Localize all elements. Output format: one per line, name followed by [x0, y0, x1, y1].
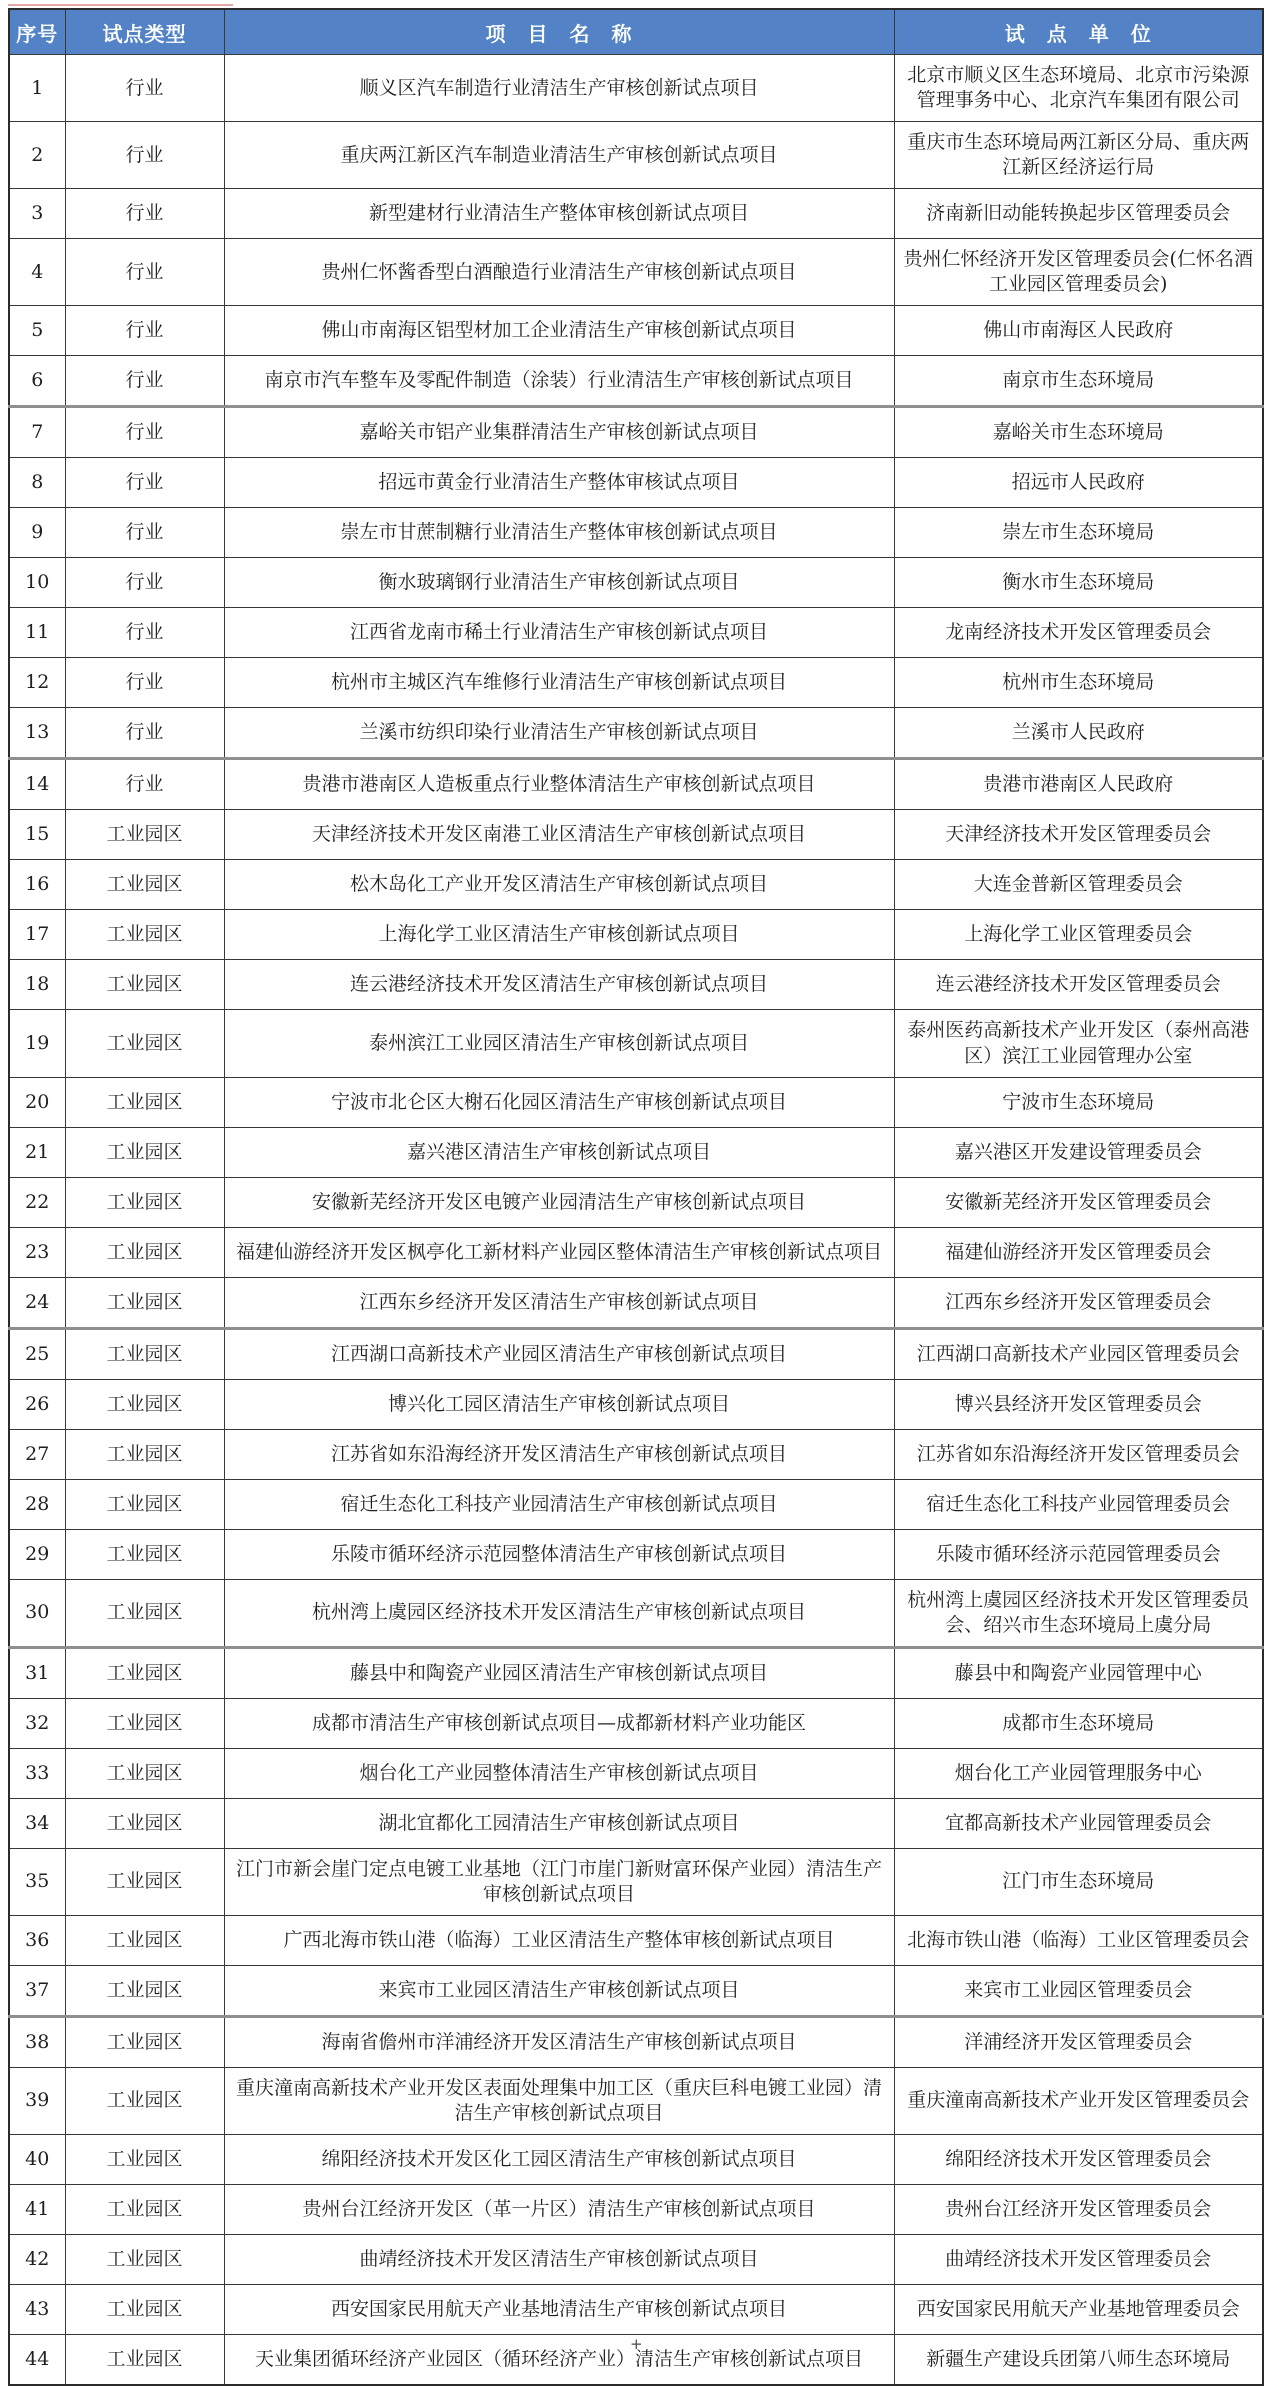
row-number: 6 [9, 356, 65, 407]
pilot-unit: 博兴县经济开发区管理委员会 [894, 1379, 1263, 1429]
pilot-unit: 绵阳经济技术开发区管理委员会 [894, 2135, 1263, 2185]
pilot-unit: 济南新旧动能转换起步区管理委员会 [894, 189, 1263, 239]
pilot-type: 工业园区 [65, 1647, 224, 1698]
row-number: 32 [9, 1698, 65, 1748]
project-name: 宁波市北仑区大榭石化园区清洁生产审核创新试点项目 [224, 1077, 894, 1127]
pilot-unit: 江西东乡经济开发区管理委员会 [894, 1277, 1263, 1328]
pilot-type: 工业园区 [65, 1698, 224, 1748]
table-row [9, 658, 1263, 708]
row-number: 5 [9, 306, 65, 356]
row-number: 11 [9, 608, 65, 658]
cursor-plus-artifact: + [630, 2335, 643, 2353]
table-row [9, 759, 1263, 810]
row-number: 43 [9, 2285, 65, 2335]
project-name: 贵州仁怀酱香型白酒酿造行业清洁生产审核创新试点项目 [224, 239, 894, 306]
table-row [9, 1647, 1263, 1698]
pilot-type: 行业 [65, 508, 224, 558]
table-row [9, 1748, 1263, 1798]
table-row [9, 1579, 1263, 1647]
table-header [9, 9, 1263, 55]
table-row [9, 1379, 1263, 1429]
row-number: 12 [9, 658, 65, 708]
pilot-type: 工业园区 [65, 1328, 224, 1379]
row-number: 17 [9, 910, 65, 960]
pilot-type: 工业园区 [65, 1848, 224, 1915]
scan-artifact-line [8, 4, 233, 6]
table-row [9, 55, 1263, 122]
pilot-type: 工业园区 [65, 2185, 224, 2235]
table-row [9, 2185, 1263, 2235]
pilot-unit: 嘉峪关市生态环境局 [894, 407, 1263, 458]
pilot-unit: 江苏省如东沿海经济开发区管理委员会 [894, 1429, 1263, 1479]
table-row [9, 306, 1263, 356]
pilot-type: 行业 [65, 407, 224, 458]
pilot-type: 行业 [65, 239, 224, 306]
project-name: 天津经济技术开发区南港工业区清洁生产审核创新试点项目 [224, 810, 894, 860]
row-number: 27 [9, 1429, 65, 1479]
pilot-type: 工业园区 [65, 1077, 224, 1127]
row-number: 41 [9, 2185, 65, 2235]
table-row [9, 458, 1263, 508]
table-row [9, 2135, 1263, 2185]
pilot-unit: 成都市生态环境局 [894, 1698, 1263, 1748]
pilot-type: 行业 [65, 608, 224, 658]
pilot-type: 工业园区 [65, 1177, 224, 1227]
table-row [9, 189, 1263, 239]
pilot-type: 行业 [65, 356, 224, 407]
pilot-type: 行业 [65, 55, 224, 122]
pilot-type: 行业 [65, 558, 224, 608]
pilot-unit: 北海市铁山港（临海）工业区管理委员会 [894, 1915, 1263, 1965]
table-row [9, 1328, 1263, 1379]
pilot-type: 工业园区 [65, 1010, 224, 1077]
project-name: 兰溪市纺织印染行业清洁生产审核创新试点项目 [224, 708, 894, 759]
pilot-unit: 来宾市工业园区管理委员会 [894, 1965, 1263, 2016]
row-number: 1 [9, 55, 65, 122]
pilot-unit: 新疆生产建设兵团第八师生态环境局 [894, 2335, 1263, 2386]
project-name: 佛山市南海区铝型材加工企业清洁生产审核创新试点项目 [224, 306, 894, 356]
table-row [9, 1227, 1263, 1277]
pilot-unit: 贵港市港南区人民政府 [894, 759, 1263, 810]
pilot-unit: 上海化学工业区管理委员会 [894, 910, 1263, 960]
project-name: 连云港经济技术开发区清洁生产审核创新试点项目 [224, 960, 894, 1010]
pilot-type: 工业园区 [65, 2135, 224, 2185]
pilot-unit: 曲靖经济技术开发区管理委员会 [894, 2235, 1263, 2285]
project-name: 湖北宜都化工园清洁生产审核创新试点项目 [224, 1798, 894, 1848]
table-row [9, 356, 1263, 407]
pilot-type: 工业园区 [65, 960, 224, 1010]
project-name: 西安国家民用航天产业基地清洁生产审核创新试点项目 [224, 2285, 894, 2335]
table-row [9, 608, 1263, 658]
row-number: 25 [9, 1328, 65, 1379]
table-row [9, 960, 1263, 1010]
table-row [9, 1277, 1263, 1328]
project-name: 衡水玻璃钢行业清洁生产审核创新试点项目 [224, 558, 894, 608]
project-name: 博兴化工园区清洁生产审核创新试点项目 [224, 1379, 894, 1429]
table-body [9, 55, 1263, 2386]
pilot-type: 工业园区 [65, 1579, 224, 1647]
table-row [9, 910, 1263, 960]
project-name: 曲靖经济技术开发区清洁生产审核创新试点项目 [224, 2235, 894, 2285]
table-row [9, 708, 1263, 759]
project-name: 福建仙游经济开发区枫亭化工新材料产业园区整体清洁生产审核创新试点项目 [224, 1227, 894, 1277]
row-number: 28 [9, 1479, 65, 1529]
pilot-type: 工业园区 [65, 2016, 224, 2067]
project-name: 来宾市工业园区清洁生产审核创新试点项目 [224, 1965, 894, 2016]
pilot-unit: 连云港经济技术开发区管理委员会 [894, 960, 1263, 1010]
table-row [9, 2285, 1263, 2335]
row-number: 9 [9, 508, 65, 558]
row-number: 34 [9, 1798, 65, 1848]
pilot-projects-table [8, 8, 1264, 2386]
project-name: 杭州湾上虞园区经济技术开发区清洁生产审核创新试点项目 [224, 1579, 894, 1647]
pilot-type: 工业园区 [65, 2335, 224, 2386]
header-pilot-type: 试点类型 [65, 9, 224, 55]
pilot-unit: 重庆潼南高新技术产业开发区管理委员会 [894, 2067, 1263, 2134]
row-number: 13 [9, 708, 65, 759]
project-name: 天业集团循环经济产业园区（循环经济产业）清洁生产审核创新试点项目 [224, 2335, 894, 2386]
pilot-unit: 宿迁生态化工科技产业园管理委员会 [894, 1479, 1263, 1529]
project-name: 松木岛化工产业开发区清洁生产审核创新试点项目 [224, 860, 894, 910]
pilot-type: 工业园区 [65, 1798, 224, 1848]
row-number: 22 [9, 1177, 65, 1227]
header-row [9, 9, 1263, 55]
project-name: 江西东乡经济开发区清洁生产审核创新试点项目 [224, 1277, 894, 1328]
table-row [9, 1010, 1263, 1077]
pilot-type: 行业 [65, 458, 224, 508]
table-row [9, 1479, 1263, 1529]
pilot-unit: 宜都高新技术产业园管理委员会 [894, 1798, 1263, 1848]
pilot-unit: 兰溪市人民政府 [894, 708, 1263, 759]
row-number: 14 [9, 759, 65, 810]
table-row [9, 239, 1263, 306]
row-number: 29 [9, 1529, 65, 1579]
project-name: 上海化学工业区清洁生产审核创新试点项目 [224, 910, 894, 960]
row-number: 33 [9, 1748, 65, 1798]
row-number: 2 [9, 122, 65, 189]
pilot-type: 行业 [65, 122, 224, 189]
pilot-type: 行业 [65, 189, 224, 239]
pilot-type: 工业园区 [65, 1429, 224, 1479]
project-name: 嘉兴港区清洁生产审核创新试点项目 [224, 1127, 894, 1177]
pilot-unit: 烟台化工产业园管理服务中心 [894, 1748, 1263, 1798]
pilot-type: 工业园区 [65, 2235, 224, 2285]
pilot-type: 工业园区 [65, 2285, 224, 2335]
project-name: 宿迁生态化工科技产业园清洁生产审核创新试点项目 [224, 1479, 894, 1529]
pilot-unit: 福建仙游经济开发区管理委员会 [894, 1227, 1263, 1277]
row-number: 15 [9, 810, 65, 860]
row-number: 24 [9, 1277, 65, 1328]
pilot-unit: 江门市生态环境局 [894, 1848, 1263, 1915]
table-row [9, 810, 1263, 860]
pilot-unit: 北京市顺义区生态环境局、北京市污染源管理事务中心、北京汽车集团有限公司 [894, 55, 1263, 122]
project-name: 崇左市甘蔗制糖行业清洁生产整体审核创新试点项目 [224, 508, 894, 558]
pilot-type: 工业园区 [65, 1479, 224, 1529]
pilot-unit: 乐陵市循环经济示范园管理委员会 [894, 1529, 1263, 1579]
table-row [9, 2235, 1263, 2285]
row-number: 40 [9, 2135, 65, 2185]
project-name: 江门市新会崖门定点电镀工业基地（江门市崖门新财富环保产业园）清洁生产审核创新试点项目 [224, 1848, 894, 1915]
row-number: 31 [9, 1647, 65, 1698]
pilot-type: 行业 [65, 708, 224, 759]
row-number: 10 [9, 558, 65, 608]
header-pilot-unit: 试 点 单 位 [894, 9, 1263, 55]
project-name: 成都市清洁生产审核创新试点项目—成都新材料产业功能区 [224, 1698, 894, 1748]
pilot-unit: 佛山市南海区人民政府 [894, 306, 1263, 356]
project-name: 江西湖口高新技术产业园区清洁生产审核创新试点项目 [224, 1328, 894, 1379]
pilot-type: 工业园区 [65, 910, 224, 960]
project-name: 江西省龙南市稀土行业清洁生产审核创新试点项目 [224, 608, 894, 658]
project-name: 杭州市主城区汽车维修行业清洁生产审核创新试点项目 [224, 658, 894, 708]
row-number: 21 [9, 1127, 65, 1177]
pilot-type: 工业园区 [65, 1277, 224, 1328]
pilot-type: 行业 [65, 306, 224, 356]
row-number: 36 [9, 1915, 65, 1965]
table-row [9, 1798, 1263, 1848]
pilot-unit: 安徽新芜经济开发区管理委员会 [894, 1177, 1263, 1227]
row-number: 39 [9, 2067, 65, 2134]
pilot-type: 工业园区 [65, 2067, 224, 2134]
pilot-unit: 宁波市生态环境局 [894, 1077, 1263, 1127]
pilot-unit: 洋浦经济开发区管理委员会 [894, 2016, 1263, 2067]
project-name: 招远市黄金行业清洁生产整体审核试点项目 [224, 458, 894, 508]
project-name: 海南省儋州市洋浦经济开发区清洁生产审核创新试点项目 [224, 2016, 894, 2067]
pilot-unit: 泰州医药高新技术产业开发区（泰州高港区）滨江工业园管理办公室 [894, 1010, 1263, 1077]
table-row [9, 1529, 1263, 1579]
pilot-unit: 藤县中和陶瓷产业园管理中心 [894, 1647, 1263, 1698]
project-name: 藤县中和陶瓷产业园区清洁生产审核创新试点项目 [224, 1647, 894, 1698]
row-number: 38 [9, 2016, 65, 2067]
header-serial-number: 序号 [9, 9, 65, 55]
project-name: 顺义区汽车制造行业清洁生产审核创新试点项目 [224, 55, 894, 122]
pilot-unit: 大连金普新区管理委员会 [894, 860, 1263, 910]
project-name: 贵港市港南区人造板重点行业整体清洁生产审核创新试点项目 [224, 759, 894, 810]
pilot-unit: 贵州仁怀经济开发区管理委员会(仁怀名酒工业园区管理委员会) [894, 239, 1263, 306]
table-row [9, 1848, 1263, 1915]
row-number: 35 [9, 1848, 65, 1915]
pilot-unit: 江西湖口高新技术产业园区管理委员会 [894, 1328, 1263, 1379]
table-row [9, 508, 1263, 558]
row-number: 7 [9, 407, 65, 458]
pilot-type: 工业园区 [65, 810, 224, 860]
table-row [9, 407, 1263, 458]
row-number: 37 [9, 1965, 65, 2016]
project-name: 泰州滨江工业园区清洁生产审核创新试点项目 [224, 1010, 894, 1077]
row-number: 19 [9, 1010, 65, 1077]
row-number: 23 [9, 1227, 65, 1277]
project-name: 绵阳经济技术开发区化工园区清洁生产审核创新试点项目 [224, 2135, 894, 2185]
pilot-unit: 贵州台江经济开发区管理委员会 [894, 2185, 1263, 2235]
pilot-unit: 杭州湾上虞园区经济技术开发区管理委员会、绍兴市生态环境局上虞分局 [894, 1579, 1263, 1647]
table-row [9, 2016, 1263, 2067]
project-name: 江苏省如东沿海经济开发区清洁生产审核创新试点项目 [224, 1429, 894, 1479]
pilot-unit: 西安国家民用航天产业基地管理委员会 [894, 2285, 1263, 2335]
row-number: 16 [9, 860, 65, 910]
pilot-type: 工业园区 [65, 1965, 224, 2016]
row-number: 18 [9, 960, 65, 1010]
table-row [9, 1429, 1263, 1479]
header-project-name: 项 目 名 称 [224, 9, 894, 55]
pilot-unit: 重庆市生态环境局两江新区分局、重庆两江新区经济运行局 [894, 122, 1263, 189]
pilot-type: 工业园区 [65, 1748, 224, 1798]
pilot-unit: 衡水市生态环境局 [894, 558, 1263, 608]
row-number: 20 [9, 1077, 65, 1127]
row-number: 44 [9, 2335, 65, 2386]
project-name: 烟台化工产业园整体清洁生产审核创新试点项目 [224, 1748, 894, 1798]
project-name: 嘉峪关市铝产业集群清洁生产审核创新试点项目 [224, 407, 894, 458]
pilot-type: 工业园区 [65, 1915, 224, 1965]
project-name: 广西北海市铁山港（临海）工业区清洁生产整体审核创新试点项目 [224, 1915, 894, 1965]
pilot-type: 行业 [65, 658, 224, 708]
row-number: 8 [9, 458, 65, 508]
project-name: 南京市汽车整车及零配件制造（涂装）行业清洁生产审核创新试点项目 [224, 356, 894, 407]
table-row [9, 1077, 1263, 1127]
pilot-unit: 龙南经济技术开发区管理委员会 [894, 608, 1263, 658]
pilot-type: 工业园区 [65, 860, 224, 910]
row-number: 26 [9, 1379, 65, 1429]
pilot-type: 工业园区 [65, 1379, 224, 1429]
table-row [9, 1177, 1263, 1227]
table-row [9, 2067, 1263, 2134]
table-row [9, 1965, 1263, 2016]
row-number: 30 [9, 1579, 65, 1647]
table-row [9, 1127, 1263, 1177]
pilot-type: 工业园区 [65, 1227, 224, 1277]
pilot-type: 工业园区 [65, 1127, 224, 1177]
project-name: 重庆两江新区汽车制造业清洁生产审核创新试点项目 [224, 122, 894, 189]
project-name: 安徽新芜经济开发区电镀产业园清洁生产审核创新试点项目 [224, 1177, 894, 1227]
table-row [9, 860, 1263, 910]
project-name: 贵州台江经济开发区（革一片区）清洁生产审核创新试点项目 [224, 2185, 894, 2235]
table-row [9, 1915, 1263, 1965]
table-row [9, 122, 1263, 189]
project-name: 新型建材行业清洁生产整体审核创新试点项目 [224, 189, 894, 239]
pilot-unit: 南京市生态环境局 [894, 356, 1263, 407]
pilot-unit: 天津经济技术开发区管理委员会 [894, 810, 1263, 860]
project-name: 乐陵市循环经济示范园整体清洁生产审核创新试点项目 [224, 1529, 894, 1579]
table-row [9, 1698, 1263, 1748]
project-name: 重庆潼南高新技术产业开发区表面处理集中加工区（重庆巨科电镀工业园）清洁生产审核创新试点项目 [224, 2067, 894, 2134]
pilot-unit: 招远市人民政府 [894, 458, 1263, 508]
row-number: 4 [9, 239, 65, 306]
row-number: 42 [9, 2235, 65, 2285]
pilot-unit: 崇左市生态环境局 [894, 508, 1263, 558]
pilot-unit: 嘉兴港区开发建设管理委员会 [894, 1127, 1263, 1177]
table-row [9, 558, 1263, 608]
pilot-type: 工业园区 [65, 1529, 224, 1579]
pilot-type: 行业 [65, 759, 224, 810]
pilot-unit: 杭州市生态环境局 [894, 658, 1263, 708]
row-number: 3 [9, 189, 65, 239]
